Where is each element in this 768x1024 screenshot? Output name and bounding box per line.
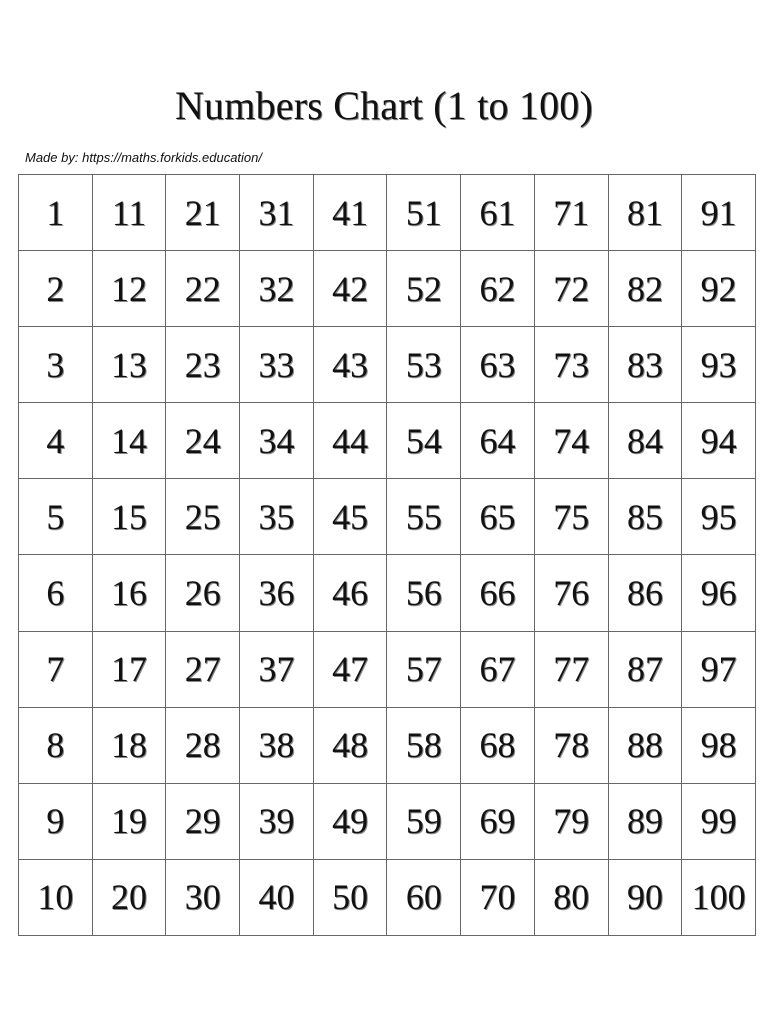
grid-cell: 86 xyxy=(609,555,683,631)
grid-cell: 9 xyxy=(19,784,93,860)
grid-cell: 94 xyxy=(682,403,756,479)
grid-cell: 25 xyxy=(166,479,240,555)
grid-cell: 15 xyxy=(93,479,167,555)
page-title: Numbers Chart (1 to 100) xyxy=(174,83,594,128)
grid-cell: 2 xyxy=(19,251,93,327)
grid-cell: 89 xyxy=(609,784,683,860)
grid-cell: 10 xyxy=(19,860,93,936)
grid-cell: 95 xyxy=(682,479,756,555)
grid-cell: 3 xyxy=(19,327,93,403)
grid-cell: 8 xyxy=(19,708,93,784)
grid-cell: 41 xyxy=(314,175,388,251)
grid-cell: 38 xyxy=(240,708,314,784)
grid-cell: 96 xyxy=(682,555,756,631)
grid-cell: 32 xyxy=(240,251,314,327)
grid-cell: 49 xyxy=(314,784,388,860)
grid-cell: 91 xyxy=(682,175,756,251)
grid-cell: 78 xyxy=(535,708,609,784)
grid-cell: 16 xyxy=(93,555,167,631)
grid-cell: 31 xyxy=(240,175,314,251)
number-grid xyxy=(18,174,756,936)
grid-cell: 47 xyxy=(314,632,388,708)
grid-cell: 69 xyxy=(461,784,535,860)
grid-cell: 65 xyxy=(461,479,535,555)
grid-cell: 1 xyxy=(19,175,93,251)
grid-cell: 28 xyxy=(166,708,240,784)
grid-cell: 36 xyxy=(240,555,314,631)
grid-cell: 71 xyxy=(535,175,609,251)
grid-cell: 72 xyxy=(535,251,609,327)
grid-cell: 79 xyxy=(535,784,609,860)
grid-cell: 27 xyxy=(166,632,240,708)
grid-cell: 24 xyxy=(166,403,240,479)
grid-cell: 34 xyxy=(240,403,314,479)
grid-cell: 63 xyxy=(461,327,535,403)
grid-cell: 26 xyxy=(166,555,240,631)
grid-cell: 58 xyxy=(387,708,461,784)
grid-cell: 51 xyxy=(387,175,461,251)
grid-cell: 21 xyxy=(166,175,240,251)
grid-cell: 98 xyxy=(682,708,756,784)
grid-cell: 35 xyxy=(240,479,314,555)
grid-cell: 64 xyxy=(461,403,535,479)
grid-cell: 54 xyxy=(387,403,461,479)
grid-cell: 50 xyxy=(314,860,388,936)
grid-cell: 20 xyxy=(93,860,167,936)
grid-cell: 29 xyxy=(166,784,240,860)
grid-cell: 42 xyxy=(314,251,388,327)
grid-cell: 74 xyxy=(535,403,609,479)
grid-cell: 62 xyxy=(461,251,535,327)
grid-cell: 7 xyxy=(19,632,93,708)
grid-cell: 30 xyxy=(166,860,240,936)
grid-cell: 33 xyxy=(240,327,314,403)
grid-cell: 53 xyxy=(387,327,461,403)
grid-cell: 19 xyxy=(93,784,167,860)
grid-cell: 68 xyxy=(461,708,535,784)
grid-cell: 92 xyxy=(682,251,756,327)
grid-cell: 5 xyxy=(19,479,93,555)
grid-cell: 4 xyxy=(19,403,93,479)
grid-cell: 73 xyxy=(535,327,609,403)
grid-cell: 88 xyxy=(609,708,683,784)
grid-cell: 85 xyxy=(609,479,683,555)
grid-cell: 60 xyxy=(387,860,461,936)
grid-cell: 59 xyxy=(387,784,461,860)
grid-cell: 55 xyxy=(387,479,461,555)
grid-cell: 100 xyxy=(682,860,756,936)
grid-cell: 93 xyxy=(682,327,756,403)
grid-cell: 75 xyxy=(535,479,609,555)
grid-cell: 11 xyxy=(93,175,167,251)
grid-cell: 67 xyxy=(461,632,535,708)
grid-cell: 80 xyxy=(535,860,609,936)
grid-cell: 66 xyxy=(461,555,535,631)
grid-cell: 77 xyxy=(535,632,609,708)
grid-cell: 13 xyxy=(93,327,167,403)
grid-cell: 82 xyxy=(609,251,683,327)
grid-cell: 48 xyxy=(314,708,388,784)
grid-cell: 97 xyxy=(682,632,756,708)
grid-cell: 61 xyxy=(461,175,535,251)
grid-cell: 14 xyxy=(93,403,167,479)
credit-line: Made by: https://maths.forkids.education/ xyxy=(25,150,263,165)
grid-cell: 81 xyxy=(609,175,683,251)
grid-cell: 76 xyxy=(535,555,609,631)
grid-cell: 17 xyxy=(93,632,167,708)
grid-cell: 37 xyxy=(240,632,314,708)
grid-cell: 99 xyxy=(682,784,756,860)
grid-cell: 39 xyxy=(240,784,314,860)
grid-cell: 45 xyxy=(314,479,388,555)
grid-cell: 23 xyxy=(166,327,240,403)
grid-cell: 6 xyxy=(19,555,93,631)
grid-cell: 90 xyxy=(609,860,683,936)
grid-cell: 84 xyxy=(609,403,683,479)
grid-cell: 12 xyxy=(93,251,167,327)
grid-cell: 22 xyxy=(166,251,240,327)
grid-cell: 46 xyxy=(314,555,388,631)
grid-cell: 83 xyxy=(609,327,683,403)
grid-cell: 57 xyxy=(387,632,461,708)
grid-cell: 52 xyxy=(387,251,461,327)
grid-cell: 18 xyxy=(93,708,167,784)
grid-cell: 70 xyxy=(461,860,535,936)
grid-cell: 43 xyxy=(314,327,388,403)
grid-cell: 56 xyxy=(387,555,461,631)
grid-cell: 44 xyxy=(314,403,388,479)
grid-cell: 87 xyxy=(609,632,683,708)
grid-cell: 40 xyxy=(240,860,314,936)
